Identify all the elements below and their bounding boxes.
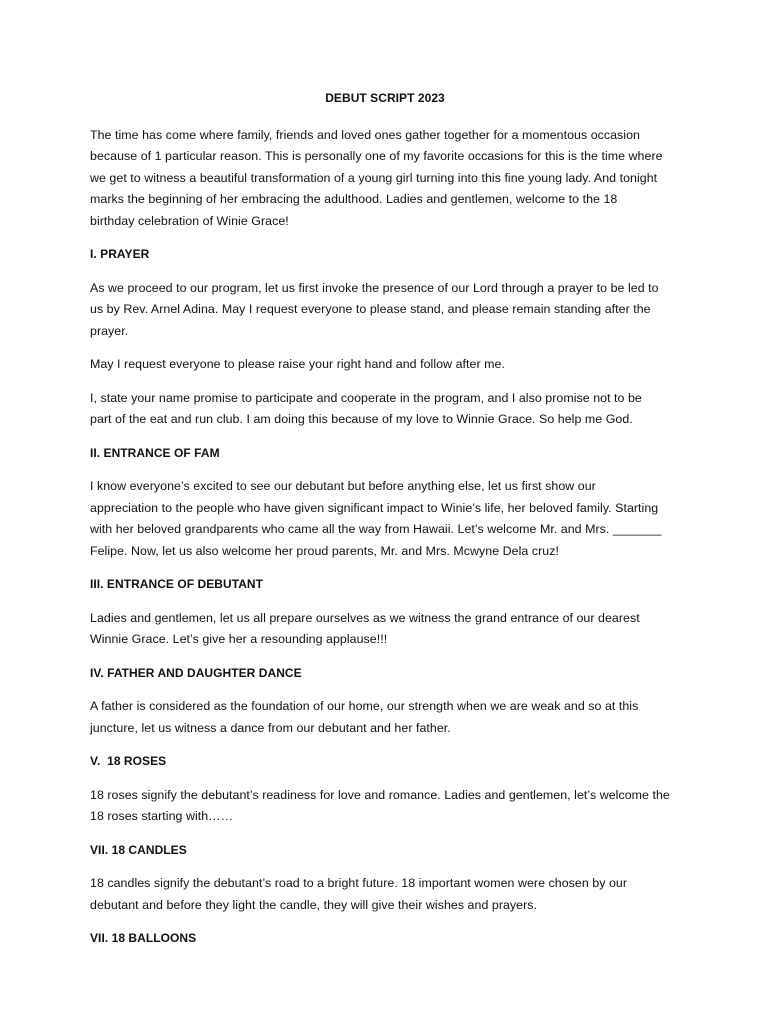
section-paragraph: Ladies and gentlemen, let us all prepare ourselves as we witness the grand entrance of our dearest Winnie Grace. Let’s give her a resounding applause!!! <box>90 610 640 646</box>
section-paragraph: I, state your name promise to participate and cooperate in the program, and I also promise not to be part of the eat and run club. I am doing this because of my love to Winnie Grace. So help me God. <box>90 390 642 426</box>
section-heading: II. ENTRANCE OF FAM <box>90 445 220 460</box>
section-18-balloons <box>90 928 680 950</box>
section-paragraph: 18 roses signify the debutant’s readiness for love and romance. Ladies and gentlemen, let’s welcome the 18 roses starting with…… <box>90 787 670 823</box>
section-paragraph: May I request everyone to please raise your right hand and follow after me. <box>90 357 505 371</box>
section-18-roses <box>90 751 680 828</box>
section-paragraph: 18 candles signify the debutant’s road to a bright future. 18 important women were chosen by our debutant and before they light the candle, they will give their wishes and prayers. <box>90 876 627 912</box>
document-title: DEBUT SCRIPT 2023 <box>325 91 445 105</box>
section-heading: VII. 18 CANDLES <box>90 842 187 857</box>
section-heading: IV. FATHER AND DAUGHTER DANCE <box>90 665 302 680</box>
intro-paragraph: The time has come where family, friends and loved ones gather together for a momentous occasion because of 1 particular reason. This is personally one of my favorite occasions for this is the time where we get to witness a beautiful transformation of a young girl turning into this fine young lady. And tonight marks the beginning of her embracing the adulthood. Ladies and gentlemen, welcome to the 18 birthday celebration of Winie Grace! <box>90 127 663 228</box>
section-heading: V. 18 ROSES <box>90 754 167 768</box>
section-prayer <box>90 244 680 431</box>
section-entrance-of-debutant <box>90 574 680 651</box>
section-paragraph: As we proceed to our program, let us first invoke the presence of our Lord through a prayer to be led to us by Rev. Arnel Adina. May I request everyone to please stand, and please remain standing after the prayer. <box>90 280 659 338</box>
section-father-daughter-dance <box>90 663 680 740</box>
document-page <box>90 88 680 962</box>
section-paragraph: I know everyone’s excited to see our debutant but before anything else, let us first show our appreciation to the people who have given significant impact to Winie’s life, her beloved family. Starting with her beloved grandparents who came all the way from Hawaii. Let’s welcome Mr. and Mrs. _______ Felipe. Now, let us also welcome her proud parents, Mr. and Mrs. Mcwyne Dela cruz! <box>90 479 662 558</box>
section-heading: III. ENTRANCE OF DEBUTANT <box>90 577 264 591</box>
section-18-candles <box>90 840 680 917</box>
section-entrance-of-fam <box>90 443 680 563</box>
section-paragraph: A father is considered as the foundation of our home, our strength when we are weak and so at this juncture, let us witness a dance from our debutant and her father. <box>90 699 639 735</box>
section-heading: VII. 18 BALLOONS <box>90 931 197 945</box>
section-heading: I. PRAYER <box>90 247 150 261</box>
